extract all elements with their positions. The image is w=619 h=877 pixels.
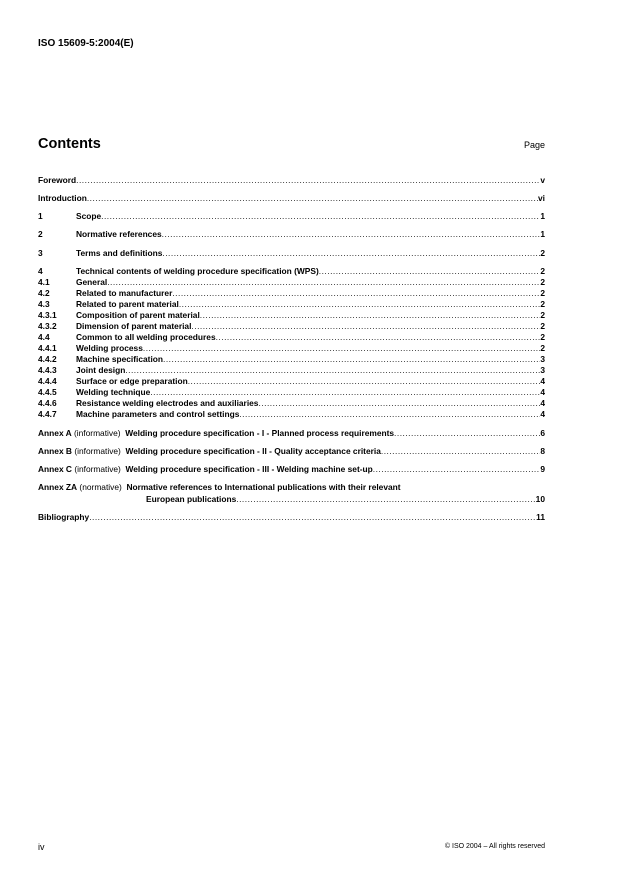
toc-entry-page: 4 — [540, 376, 545, 386]
annex-label: Annex A — [38, 428, 72, 438]
toc-entry-annex-za[interactable] — [38, 482, 545, 493]
toc-entry-page: 2 — [540, 277, 545, 287]
dot-leader — [150, 387, 540, 398]
footer-copyright: © ISO 2004 – All rights reserved — [444, 843, 545, 850]
dot-leader — [239, 409, 540, 420]
toc-entry-page: 9 — [540, 464, 545, 474]
toc-entry-page: 2 — [540, 343, 545, 353]
toc-entry-related-to-parent-material[interactable] — [38, 299, 545, 310]
annex-type: (informative) — [74, 428, 121, 438]
dot-leader — [258, 398, 540, 409]
toc-entry-title: Foreword — [38, 175, 77, 185]
toc-entry-page: 1 — [540, 211, 545, 221]
toc-entry-foreword[interactable] — [38, 175, 545, 186]
toc-entry-title: Welding procedure specification - II - Quality acceptance criteria — [125, 446, 381, 456]
toc-entry-title: Scope — [76, 211, 102, 221]
page-column-label: Page — [523, 140, 545, 150]
toc-entry-page: 11 — [536, 512, 545, 522]
toc-entry-title: Technical contents of welding procedure specification (WPS) — [76, 266, 319, 276]
toc-entry-page: 2 — [540, 288, 545, 298]
annex-label: Annex B — [38, 446, 72, 456]
dot-leader — [394, 428, 540, 439]
toc-entry-title: Machine parameters and control settings — [76, 409, 240, 419]
toc-entry-annex-b[interactable] — [38, 446, 545, 457]
toc-entry-welding-technique[interactable] — [38, 387, 545, 398]
toc-entry-number: 4.4.4 — [38, 376, 57, 386]
dot-leader — [319, 266, 541, 277]
dot-leader — [191, 321, 540, 332]
toc-entry-composition-of-parent-material[interactable] — [38, 310, 545, 321]
dot-leader — [76, 175, 540, 186]
toc-entry-surface-or-edge-preparation[interactable] — [38, 376, 545, 387]
toc-entry-number: 4 — [38, 266, 43, 276]
toc-entry-title: Normative references to International publications with their relevant — [126, 482, 401, 492]
toc-entry-page: v — [540, 175, 545, 185]
toc-entry-title: Terms and definitions — [76, 248, 163, 258]
toc-entry-title: Joint design — [76, 365, 126, 375]
toc-entry-page: 2 — [540, 310, 545, 320]
toc-entry-page: 2 — [540, 332, 545, 342]
toc-entry-welding-process[interactable] — [38, 343, 545, 354]
toc-entry-title: Related to parent material — [76, 299, 179, 309]
toc-entry-page: 4 — [540, 398, 545, 408]
toc-entry-dimension-of-parent-material[interactable] — [38, 321, 545, 332]
toc-entry-annex-a[interactable] — [38, 428, 545, 439]
toc-entry-page: 8 — [540, 446, 545, 456]
toc-entry-annex-c[interactable] — [38, 464, 545, 475]
toc-entry-number: 4.1 — [38, 277, 50, 287]
toc-entry-title: Welding procedure specification - I - Planned process requirements — [125, 428, 395, 438]
toc-entry-number: 4.4.6 — [38, 398, 57, 408]
toc-entry-technical-contents[interactable] — [38, 266, 545, 277]
toc-entry-related-to-manufacturer[interactable] — [38, 288, 545, 299]
toc-entry-title: Composition of parent material — [76, 310, 200, 320]
dot-leader — [107, 277, 540, 288]
dot-leader — [179, 299, 540, 310]
page-title: Contents — [38, 136, 101, 152]
toc-entry-number: 4.4.3 — [38, 365, 57, 375]
toc-entry-number: 4.4 — [38, 332, 50, 342]
annex-type: (informative) — [74, 464, 121, 474]
toc-entry-title: Bibliography — [38, 512, 90, 522]
dot-leader — [143, 343, 540, 354]
toc-entry-machine-parameters[interactable] — [38, 409, 545, 420]
dot-leader — [162, 229, 541, 240]
toc-entry-page: 6 — [540, 428, 545, 438]
footer-page-number: iv — [38, 842, 45, 852]
toc-entry-title: Dimension of parent material — [76, 321, 192, 331]
toc-entry-page: 2 — [540, 248, 545, 258]
toc-entry-common-to-all-welding-procedures[interactable] — [38, 332, 545, 343]
toc-entry-introduction[interactable] — [38, 193, 545, 204]
dot-leader — [89, 512, 536, 523]
dot-leader — [381, 446, 540, 457]
toc-entry-page: 2 — [540, 299, 545, 309]
annex-label: Annex C — [38, 464, 72, 474]
dot-leader — [236, 494, 535, 505]
dot-leader — [87, 193, 538, 204]
toc-entry-joint-design[interactable] — [38, 365, 545, 376]
toc-entry-page: 1 — [540, 229, 545, 239]
toc-entry-title: Normative references — [76, 229, 162, 239]
toc-entry-resistance-welding-electrodes[interactable] — [38, 398, 545, 409]
toc-entry-page: 2 — [540, 321, 545, 331]
toc-entry-annex-za-continued[interactable] — [38, 494, 545, 505]
toc-entry-title: Related to manufacturer — [76, 288, 173, 298]
dot-leader — [163, 354, 540, 365]
toc-entry-number: 1 — [38, 211, 43, 221]
toc-entry-number: 4.3.2 — [38, 321, 57, 331]
toc-entry-bibliography[interactable] — [38, 512, 545, 523]
toc-entry-normative-references[interactable] — [38, 229, 545, 240]
dot-leader — [125, 365, 540, 376]
dot-leader — [162, 248, 540, 259]
toc-entry-number: 4.3 — [38, 299, 50, 309]
toc-entry-title: General — [76, 277, 108, 287]
toc-entry-number: 3 — [38, 248, 43, 258]
toc-entry-number: 4.4.2 — [38, 354, 57, 364]
toc-entry-title: Introduction — [38, 193, 87, 203]
toc-entry-number: 4.4.5 — [38, 387, 57, 397]
toc-entry-scope[interactable] — [38, 211, 545, 222]
dot-leader — [216, 332, 541, 343]
dot-leader — [200, 310, 541, 321]
annex-type: (normative) — [79, 482, 122, 492]
dot-leader — [373, 464, 541, 475]
document-id: ISO 15609-5:2004(E) — [38, 38, 134, 49]
toc-entry-number: 4.4.7 — [38, 409, 57, 419]
toc-entry-page: 3 — [540, 354, 545, 364]
toc-entry-number: 4.3.1 — [38, 310, 57, 320]
dot-leader — [188, 376, 541, 387]
toc-entry-number: 4.2 — [38, 288, 50, 298]
toc-entry-page: 2 — [540, 266, 545, 276]
toc-entry-terms-and-definitions[interactable] — [38, 248, 545, 259]
toc-entry-title: Welding process — [76, 343, 143, 353]
toc-entry-page: 4 — [540, 409, 545, 419]
dot-leader — [172, 288, 540, 299]
toc-entry-title: Resistance welding electrodes and auxiliaries — [76, 398, 259, 408]
toc-entry-general[interactable] — [38, 277, 545, 288]
toc-entry-title: Surface or edge preparation — [76, 376, 188, 386]
toc-entry-title: Machine specification — [76, 354, 164, 364]
toc-entry-machine-specification[interactable] — [38, 354, 545, 365]
toc-entry-page: 10 — [535, 494, 545, 504]
toc-entry-page: 3 — [540, 365, 545, 375]
annex-label: Annex ZA — [38, 482, 78, 492]
toc-entry-title: Common to all welding procedures — [76, 332, 216, 342]
dot-leader — [101, 211, 540, 222]
toc-entry-page: 4 — [540, 387, 545, 397]
annex-type: (informative) — [74, 446, 121, 456]
toc-entry-title-continued: European publications — [146, 494, 237, 504]
toc-entry-number: 4.4.1 — [38, 343, 57, 353]
toc-entry-number: 2 — [38, 229, 43, 239]
toc-entry-title: Welding procedure specification - III - Welding machine set-up — [125, 464, 373, 474]
toc-entry-title: Welding technique — [76, 387, 151, 397]
toc-entry-page: vi — [538, 193, 545, 203]
